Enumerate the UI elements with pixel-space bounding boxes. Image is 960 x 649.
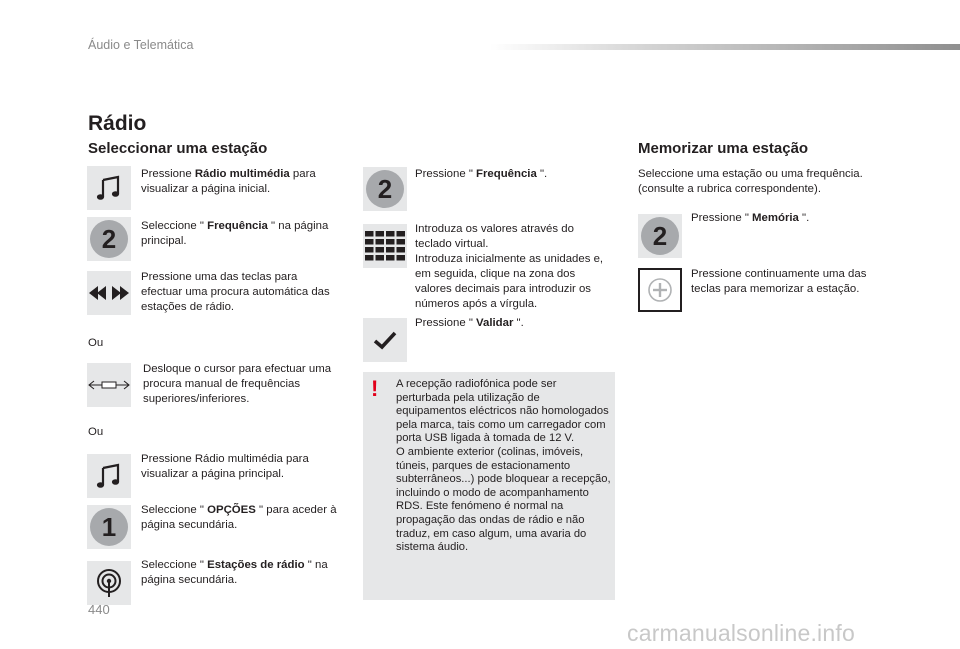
plus-icon bbox=[638, 268, 682, 312]
step-press-validate: Pressione " Validar ". bbox=[415, 317, 524, 329]
svg-text:2: 2 bbox=[652, 221, 668, 251]
section-header: Áudio e Telemática bbox=[88, 38, 194, 52]
step-manual-search: Desloque o cursor para efectuar uma procura manual de frequências superiores/inferiores. bbox=[143, 363, 332, 405]
watermark: carmanualsonline.info bbox=[627, 620, 855, 646]
number-2-icon bbox=[87, 217, 131, 261]
music-note-icon bbox=[87, 454, 131, 498]
step-hold-memorize: Pressione continuamente uma das teclas para memorizar a estação. bbox=[691, 268, 867, 295]
memorize-intro: Seleccione uma estação ou uma frequência. (consulte a rubrica correspondente). bbox=[638, 168, 863, 195]
step-select-radio-stations: Seleccione " Estações de rádio " na página secundária. bbox=[141, 559, 328, 586]
number-2-icon bbox=[638, 214, 682, 258]
svg-text:1: 1 bbox=[101, 512, 117, 542]
step-press-memory: Pressione " Memória ". bbox=[691, 212, 810, 224]
step-radio-multimedia: Pressione Rádio multimédia para visualizar a página inicial. bbox=[141, 168, 316, 195]
svg-text:2: 2 bbox=[101, 224, 117, 254]
music-note-icon bbox=[87, 166, 131, 210]
svg-text:2: 2 bbox=[377, 174, 393, 204]
radio-station-icon bbox=[87, 561, 131, 605]
left-section-title: Seleccionar uma estação bbox=[88, 140, 268, 157]
or-label: Ou bbox=[88, 337, 104, 349]
number-2-icon bbox=[363, 167, 407, 211]
step-press-frequency: Pressione " Frequência ". bbox=[415, 168, 548, 180]
seek-arrows-icon bbox=[87, 271, 131, 315]
slider-icon bbox=[87, 363, 131, 407]
step-radio-main-page: Pressione Rádio multimédia para visualizar a página principal. bbox=[141, 453, 309, 480]
step-select-frequency: Seleccione " Frequência " na página principal. bbox=[141, 220, 329, 247]
checkmark-icon bbox=[363, 318, 407, 362]
step-select-options: Seleccione " OPÇÕES " para aceder à página secundária. bbox=[141, 504, 337, 531]
step-auto-search: Pressione uma das teclas para efectuar uma procura automática das estações de rádio. bbox=[141, 271, 330, 313]
warning-icon: ! bbox=[371, 376, 379, 401]
header-gradient-bar bbox=[490, 44, 960, 50]
keypad-icon bbox=[363, 224, 407, 268]
right-section-title: Memorizar uma estação bbox=[638, 140, 809, 157]
or-label: Ou bbox=[88, 426, 104, 438]
number-1-icon bbox=[87, 505, 131, 549]
warning-text: A recepção radiofónica pode ser perturbada pela utilização de equipamentos eléctricos não homologados pela marca, tais como um carregador com porta USB ligada à tomada de 12 V. O ambiente exterior (colinas, imóveis, túneis, parques de estacionamento subterrâneos...) pode bloquear a recepção, incluindo o modo de acompanhamento RDS. Este fenómeno é normal na propagação das ondas de rádio e não traduz, em caso algum, uma avaria do sistema áudio. bbox=[396, 378, 611, 554]
page-title: Rádio bbox=[88, 112, 147, 135]
page-number: 440 bbox=[88, 602, 110, 617]
step-enter-values: Introduza os valores através do teclado virtual. Introduza inicialmente as unidades e, em seguida, clique na zona dos valores decimais para introduzir os números após a vírgula. bbox=[415, 223, 604, 310]
